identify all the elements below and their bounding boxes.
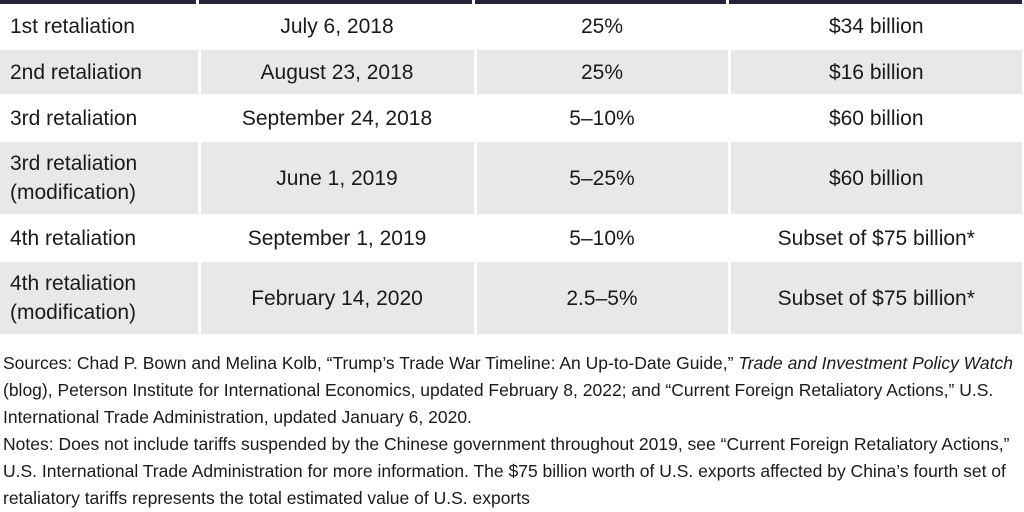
date-cell: July 6, 2018 (199, 4, 475, 49)
retaliation-table (0, 4, 1022, 336)
action-cell: 4th retaliation (0, 215, 199, 261)
sources-text-start: Sources: Chad P. Bown and Melina Kolb, “Trump’s Trade War Timeline: An Up-to-Date Guide,” (3, 353, 739, 373)
table-row (0, 49, 1022, 95)
table-row (0, 4, 1022, 49)
table-row (0, 261, 1022, 335)
table-row (0, 95, 1022, 141)
action-cell: 3rd retaliation (0, 95, 199, 141)
publication-title: Trade and Investment Policy Watch (738, 353, 1013, 373)
sources-note (3, 350, 1021, 431)
table-footnotes (3, 350, 1021, 512)
action-cell: 3rd retaliation (modification) (0, 141, 199, 215)
value-cell: $60 billion (729, 95, 1022, 141)
table-row (0, 141, 1022, 215)
rate-cell: 5–10% (475, 95, 729, 141)
date-cell: September 24, 2018 (199, 95, 475, 141)
rate-cell: 25% (475, 4, 729, 49)
date-cell: February 14, 2020 (199, 261, 475, 335)
notes-text: Notes: Does not include tariffs suspended by the Chinese government throughout 2019, see “Current Foreign Retaliatory Actions,” U.S. International Trade Administration for more information. The $75 billion worth of U.S. exports affected by China’s fourth set of retaliatory tariffs represents the total estimated value of U.S. exports (3, 434, 1010, 508)
value-cell: Subset of $75 billion* (729, 261, 1022, 335)
table-row (0, 215, 1022, 261)
rate-cell: 2.5–5% (475, 261, 729, 335)
rate-cell: 5–10% (475, 215, 729, 261)
value-cell: Subset of $75 billion* (729, 215, 1022, 261)
rate-cell: 5–25% (475, 141, 729, 215)
value-cell: $16 billion (729, 49, 1022, 95)
date-cell: August 23, 2018 (199, 49, 475, 95)
rate-cell: 25% (475, 49, 729, 95)
date-cell: September 1, 2019 (199, 215, 475, 261)
action-cell: 2nd retaliation (0, 49, 199, 95)
date-cell: June 1, 2019 (199, 141, 475, 215)
action-cell: 1st retaliation (0, 4, 199, 49)
sources-text-end: (blog), Peterson Institute for International Economics, updated February 8, 2022; and “Current Foreign Retaliatory Actions,” U.S. International Trade Administration, updated January 6, 2020. (3, 380, 994, 427)
value-cell: $34 billion (729, 4, 1022, 49)
action-cell: 4th retaliation (modification) (0, 261, 199, 335)
value-cell: $60 billion (729, 141, 1022, 215)
